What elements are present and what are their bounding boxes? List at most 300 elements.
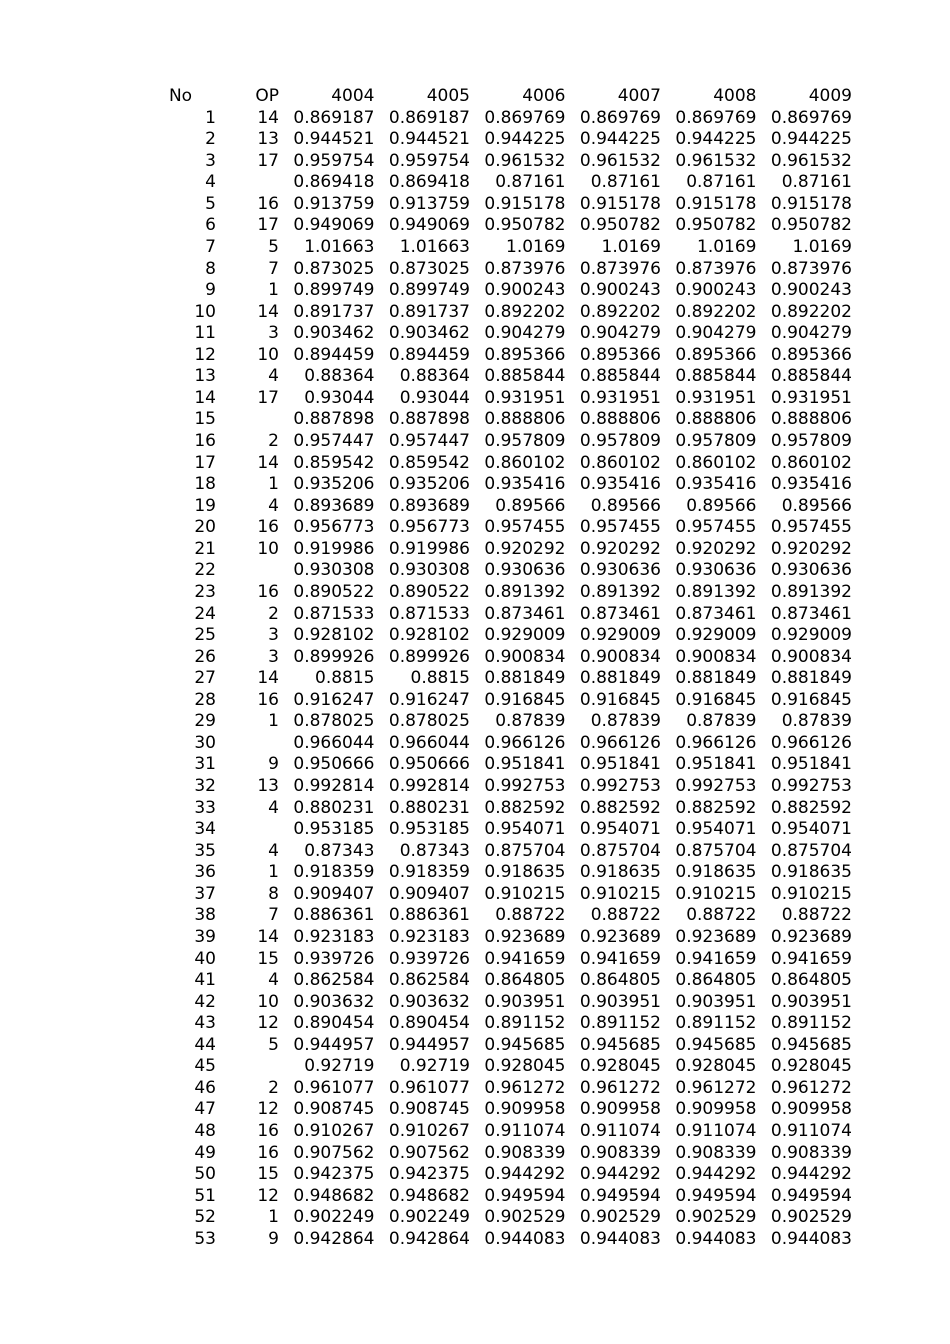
table-row bbox=[136, 1143, 852, 1165]
cell-4007: 0.941659 bbox=[579, 948, 661, 969]
cell-op: 4 bbox=[268, 797, 279, 818]
cell-4007: 0.873461 bbox=[579, 603, 661, 624]
cell-4006: 0.911074 bbox=[484, 1121, 566, 1141]
table-row bbox=[136, 841, 852, 863]
table-row bbox=[136, 151, 852, 173]
cell-op: 15 bbox=[257, 948, 279, 969]
cell-4008: 0.869769 bbox=[675, 107, 757, 128]
cell-op: 16 bbox=[257, 689, 279, 710]
cell-4006: 0.961272 bbox=[484, 1077, 566, 1098]
cell-4006: 0.944225 bbox=[484, 129, 566, 150]
cell-4007: 0.885844 bbox=[579, 366, 661, 387]
cell-4008: 0.88722 bbox=[686, 905, 757, 926]
cell-op: 4 bbox=[268, 495, 279, 516]
cell-no: 13 bbox=[194, 366, 216, 387]
cell-4005: 0.886361 bbox=[388, 905, 470, 926]
cell-4006: 0.923689 bbox=[484, 926, 566, 947]
cell-4006: 0.88722 bbox=[495, 905, 566, 926]
cell-4005: 0.992814 bbox=[388, 776, 470, 796]
cell-4004: 0.935206 bbox=[293, 474, 375, 495]
cell-4005: 0.887898 bbox=[388, 409, 470, 430]
cell-op: 1 bbox=[268, 862, 279, 883]
cell-op: 17 bbox=[257, 150, 279, 171]
cell-4009: 0.915178 bbox=[770, 193, 852, 214]
cell-op: 14 bbox=[257, 452, 279, 473]
cell-4006: 0.888806 bbox=[484, 409, 566, 430]
cell-4006: 0.900834 bbox=[484, 646, 566, 667]
cell-no: 20 bbox=[194, 517, 216, 538]
table-row bbox=[136, 517, 852, 539]
cell-4009: 0.873976 bbox=[770, 258, 852, 279]
cell-no: 42 bbox=[194, 991, 216, 1012]
cell-no: 15 bbox=[194, 409, 216, 430]
cell-4009: 0.87161 bbox=[781, 172, 852, 193]
cell-no: 37 bbox=[194, 883, 216, 904]
cell-no: 50 bbox=[194, 1164, 216, 1185]
table-row bbox=[136, 1056, 852, 1078]
cell-no: 39 bbox=[194, 926, 216, 947]
cell-4005: 0.899926 bbox=[388, 646, 470, 667]
cell-4008: 0.915178 bbox=[675, 193, 757, 214]
cell-4007: 0.882592 bbox=[579, 797, 661, 818]
cell-4005: 0.959754 bbox=[388, 150, 470, 171]
cell-4007: 0.888806 bbox=[579, 409, 661, 430]
table-row bbox=[136, 668, 852, 690]
cell-op: 7 bbox=[268, 258, 279, 279]
cell-4005: 1.01663 bbox=[399, 236, 470, 257]
cell-4005: 0.910267 bbox=[388, 1121, 470, 1141]
cell-4005: 0.944957 bbox=[388, 1034, 470, 1055]
cell-4009: 0.930636 bbox=[770, 560, 852, 581]
cell-op: 2 bbox=[268, 1077, 279, 1098]
cell-4007: 0.918635 bbox=[579, 862, 661, 883]
cell-4007: 0.916845 bbox=[579, 689, 661, 710]
table-row bbox=[136, 884, 852, 906]
cell-op: 5 bbox=[268, 236, 279, 257]
table-body bbox=[136, 108, 852, 1251]
cell-4005: 0.948682 bbox=[388, 1185, 470, 1206]
cell-4008: 1.0169 bbox=[697, 236, 757, 257]
cell-4008: 0.903951 bbox=[675, 991, 757, 1012]
cell-4007: 0.945685 bbox=[579, 1034, 661, 1055]
cell-4006: 0.928045 bbox=[484, 1056, 566, 1077]
cell-4007: 0.911074 bbox=[579, 1121, 661, 1141]
table-row bbox=[136, 604, 852, 626]
cell-4005: 0.907562 bbox=[388, 1142, 470, 1163]
table-row bbox=[136, 194, 852, 216]
table-row bbox=[136, 1078, 852, 1100]
cell-4007: 0.935416 bbox=[579, 474, 661, 495]
cell-4005: 0.961077 bbox=[388, 1077, 470, 1098]
cell-4005: 0.871533 bbox=[388, 603, 470, 624]
cell-4004: 0.859542 bbox=[293, 452, 375, 473]
table-row bbox=[136, 582, 852, 604]
cell-4009: 0.961272 bbox=[770, 1077, 852, 1098]
cell-4005: 0.942864 bbox=[388, 1228, 470, 1249]
cell-4006: 0.957809 bbox=[484, 431, 566, 451]
cell-4005: 0.918359 bbox=[388, 862, 470, 883]
cell-4006: 0.891392 bbox=[484, 581, 566, 602]
cell-4005: 0.88364 bbox=[399, 366, 470, 387]
cell-no: 45 bbox=[194, 1056, 216, 1077]
table-row bbox=[136, 129, 852, 151]
cell-4005: 0.935206 bbox=[388, 474, 470, 495]
table-row bbox=[136, 409, 852, 431]
table-row bbox=[136, 862, 852, 884]
cell-4008: 0.916845 bbox=[675, 689, 757, 710]
cell-4009: 0.918635 bbox=[770, 862, 852, 883]
table-row bbox=[136, 819, 852, 841]
cell-no: 49 bbox=[194, 1142, 216, 1163]
cell-4008: 0.944225 bbox=[675, 129, 757, 150]
table-row bbox=[136, 237, 852, 259]
cell-op: 14 bbox=[257, 301, 279, 322]
cell-op: 16 bbox=[257, 517, 279, 538]
cell-4004: 0.869187 bbox=[293, 107, 375, 128]
table-row bbox=[136, 690, 852, 712]
table-row bbox=[136, 927, 852, 949]
cell-op: 4 bbox=[268, 970, 279, 991]
cell-4009: 0.949594 bbox=[770, 1185, 852, 1206]
data-table bbox=[136, 86, 852, 1250]
cell-4008: 0.992753 bbox=[675, 776, 757, 796]
cell-4006: 0.954071 bbox=[484, 819, 566, 840]
cell-no: 22 bbox=[194, 560, 216, 581]
cell-no: 47 bbox=[194, 1099, 216, 1120]
cell-4005: 0.949069 bbox=[388, 215, 470, 236]
cell-no: 24 bbox=[194, 603, 216, 624]
cell-no: 18 bbox=[194, 474, 216, 495]
cell-4009: 0.945685 bbox=[770, 1034, 852, 1055]
cell-4007: 0.944292 bbox=[579, 1164, 661, 1185]
cell-4007: 0.869769 bbox=[579, 107, 661, 128]
cell-4006: 0.892202 bbox=[484, 301, 566, 322]
cell-4008: 0.885844 bbox=[675, 366, 757, 387]
cell-4005: 0.869187 bbox=[388, 107, 470, 128]
cell-4004: 0.953185 bbox=[293, 819, 375, 840]
cell-4007: 0.961532 bbox=[579, 150, 661, 171]
cell-4005: 0.891737 bbox=[388, 301, 470, 322]
cell-4008: 0.931951 bbox=[675, 387, 757, 408]
table-row bbox=[136, 1013, 852, 1035]
cell-4004: 0.966044 bbox=[293, 732, 375, 753]
cell-no: 46 bbox=[194, 1077, 216, 1098]
cell-4004: 0.908745 bbox=[293, 1099, 375, 1120]
table-row bbox=[136, 323, 852, 345]
table-row bbox=[136, 108, 852, 130]
cell-4009: 0.944225 bbox=[770, 129, 852, 150]
cell-4009: 0.920292 bbox=[770, 538, 852, 559]
cell-no: 12 bbox=[194, 344, 216, 365]
cell-4004: 0.871533 bbox=[293, 603, 375, 624]
cell-4006: 0.920292 bbox=[484, 538, 566, 559]
cell-4007: 0.931951 bbox=[579, 387, 661, 408]
cell-4004: 0.903462 bbox=[293, 323, 375, 344]
cell-no: 27 bbox=[194, 668, 216, 689]
cell-4005: 0.890454 bbox=[388, 1013, 470, 1034]
cell-4006: 0.957455 bbox=[484, 517, 566, 538]
cell-4005: 0.908745 bbox=[388, 1099, 470, 1120]
cell-4004: 0.961077 bbox=[293, 1077, 375, 1098]
cell-op: 10 bbox=[257, 538, 279, 559]
cell-4009: 0.954071 bbox=[770, 819, 852, 840]
cell-4007: 0.904279 bbox=[579, 323, 661, 344]
cell-4004: 0.992814 bbox=[293, 776, 375, 796]
cell-4009: 0.951841 bbox=[770, 754, 852, 775]
cell-4009: 0.944083 bbox=[770, 1228, 852, 1249]
cell-4005: 0.913759 bbox=[388, 193, 470, 214]
cell-4004: 0.956773 bbox=[293, 517, 375, 538]
cell-4004: 0.930308 bbox=[293, 560, 375, 581]
cell-no: 2 bbox=[205, 129, 216, 150]
cell-op: 16 bbox=[257, 581, 279, 602]
cell-4009: 0.941659 bbox=[770, 948, 852, 969]
table-row bbox=[136, 215, 852, 237]
cell-no: 33 bbox=[194, 797, 216, 818]
cell-4006: 0.873461 bbox=[484, 603, 566, 624]
cell-4006: 0.860102 bbox=[484, 452, 566, 473]
cell-4006: 0.885844 bbox=[484, 366, 566, 387]
cell-4007: 0.909958 bbox=[579, 1099, 661, 1120]
cell-4008: 0.875704 bbox=[675, 840, 757, 861]
cell-4008: 0.930636 bbox=[675, 560, 757, 581]
cell-4009: 0.928045 bbox=[770, 1056, 852, 1077]
cell-4006: 0.873976 bbox=[484, 258, 566, 279]
cell-4004: 0.873025 bbox=[293, 258, 375, 279]
cell-no: 16 bbox=[194, 431, 216, 451]
cell-4006: 0.961532 bbox=[484, 150, 566, 171]
cell-4009: 0.923689 bbox=[770, 926, 852, 947]
cell-4005: 0.923183 bbox=[388, 926, 470, 947]
cell-4008: 0.900243 bbox=[675, 280, 757, 301]
cell-4006: 0.87839 bbox=[495, 711, 566, 732]
cell-op: 1 bbox=[268, 1207, 279, 1228]
cell-4008: 0.89566 bbox=[686, 495, 757, 516]
cell-4006: 0.900243 bbox=[484, 280, 566, 301]
cell-4005: 0.869418 bbox=[388, 172, 470, 193]
cell-4008: 0.923689 bbox=[675, 926, 757, 947]
cell-4009: 0.881849 bbox=[770, 668, 852, 689]
cell-4008: 0.891152 bbox=[675, 1013, 757, 1034]
cell-4005: 0.902249 bbox=[388, 1207, 470, 1228]
cell-4008: 0.929009 bbox=[675, 625, 757, 646]
cell-4006: 0.951841 bbox=[484, 754, 566, 775]
cell-4008: 0.950782 bbox=[675, 215, 757, 236]
cell-4007: 0.915178 bbox=[579, 193, 661, 214]
cell-op: 8 bbox=[268, 883, 279, 904]
cell-4006: 0.918635 bbox=[484, 862, 566, 883]
cell-4004: 0.919986 bbox=[293, 538, 375, 559]
cell-4004: 0.942375 bbox=[293, 1164, 375, 1185]
cell-4006: 0.904279 bbox=[484, 323, 566, 344]
cell-4007: 0.957455 bbox=[579, 517, 661, 538]
cell-4005: 0.939726 bbox=[388, 948, 470, 969]
table-row bbox=[136, 754, 852, 776]
cell-4007: 0.949594 bbox=[579, 1185, 661, 1206]
cell-4004: 0.880231 bbox=[293, 797, 375, 818]
column-header-4009: 4009 bbox=[808, 86, 852, 106]
cell-4004: 0.891737 bbox=[293, 301, 375, 322]
cell-4008: 0.892202 bbox=[675, 301, 757, 322]
cell-4005: 0.950666 bbox=[388, 754, 470, 775]
cell-4009: 0.992753 bbox=[770, 776, 852, 796]
cell-4007: 0.957809 bbox=[579, 431, 661, 451]
cell-no: 1 bbox=[205, 107, 216, 128]
cell-op: 4 bbox=[268, 366, 279, 387]
cell-op: 16 bbox=[257, 1142, 279, 1163]
table-row bbox=[136, 733, 852, 755]
cell-4006: 0.891152 bbox=[484, 1013, 566, 1034]
cell-4004: 0.886361 bbox=[293, 905, 375, 926]
table-row bbox=[136, 905, 852, 927]
cell-4004: 0.957447 bbox=[293, 431, 375, 451]
cell-no: 31 bbox=[194, 754, 216, 775]
cell-4008: 0.908339 bbox=[675, 1142, 757, 1163]
cell-4009: 0.966126 bbox=[770, 732, 852, 753]
cell-4007: 0.875704 bbox=[579, 840, 661, 861]
cell-4008: 0.944083 bbox=[675, 1228, 757, 1249]
cell-4005: 0.966044 bbox=[388, 732, 470, 753]
cell-no: 5 bbox=[205, 193, 216, 214]
cell-4005: 0.944521 bbox=[388, 129, 470, 150]
cell-4009: 0.916845 bbox=[770, 689, 852, 710]
cell-4006: 0.908339 bbox=[484, 1142, 566, 1163]
cell-4008: 0.864805 bbox=[675, 970, 757, 991]
cell-no: 52 bbox=[194, 1207, 216, 1228]
cell-4009: 0.860102 bbox=[770, 452, 852, 473]
cell-4006: 0.909958 bbox=[484, 1099, 566, 1120]
cell-4005: 0.873025 bbox=[388, 258, 470, 279]
cell-4009: 0.875704 bbox=[770, 840, 852, 861]
table-row bbox=[136, 1229, 852, 1251]
cell-4006: 0.902529 bbox=[484, 1207, 566, 1228]
cell-4008: 0.873976 bbox=[675, 258, 757, 279]
cell-4004: 0.923183 bbox=[293, 926, 375, 947]
header-row bbox=[136, 86, 852, 108]
cell-4004: 0.918359 bbox=[293, 862, 375, 883]
table-row bbox=[136, 970, 852, 992]
cell-4006: 0.944292 bbox=[484, 1164, 566, 1185]
cell-4004: 0.949069 bbox=[293, 215, 375, 236]
cell-no: 8 bbox=[205, 258, 216, 279]
cell-4004: 0.902249 bbox=[293, 1207, 375, 1228]
cell-4004: 0.878025 bbox=[293, 711, 375, 732]
cell-4009: 0.900834 bbox=[770, 646, 852, 667]
cell-4009: 0.882592 bbox=[770, 797, 852, 818]
cell-4009: 0.935416 bbox=[770, 474, 852, 495]
cell-4008: 0.881849 bbox=[675, 668, 757, 689]
cell-4008: 0.911074 bbox=[675, 1121, 757, 1141]
cell-4004: 0.869418 bbox=[293, 172, 375, 193]
cell-4008: 0.891392 bbox=[675, 581, 757, 602]
cell-op bbox=[225, 172, 279, 194]
cell-4009: 0.892202 bbox=[770, 301, 852, 322]
cell-4009: 0.885844 bbox=[770, 366, 852, 387]
cell-4007: 0.923689 bbox=[579, 926, 661, 947]
cell-4009: 0.88722 bbox=[781, 905, 852, 926]
cell-4004: 0.890454 bbox=[293, 1013, 375, 1034]
cell-4009: 0.929009 bbox=[770, 625, 852, 646]
cell-op: 3 bbox=[268, 323, 279, 344]
cell-4006: 0.864805 bbox=[484, 970, 566, 991]
cell-4008: 0.873461 bbox=[675, 603, 757, 624]
cell-no: 51 bbox=[194, 1185, 216, 1206]
cell-4007: 0.928045 bbox=[579, 1056, 661, 1077]
cell-4006: 0.882592 bbox=[484, 797, 566, 818]
cell-4004: 0.890522 bbox=[293, 581, 375, 602]
cell-4009: 0.950782 bbox=[770, 215, 852, 236]
cell-no: 4 bbox=[205, 172, 216, 193]
cell-4009: 0.944292 bbox=[770, 1164, 852, 1185]
table-row bbox=[136, 302, 852, 324]
cell-4006: 0.931951 bbox=[484, 387, 566, 408]
cell-4005: 0.909407 bbox=[388, 883, 470, 904]
cell-4005: 0.859542 bbox=[388, 452, 470, 473]
table-row bbox=[136, 1164, 852, 1186]
cell-4005: 0.894459 bbox=[388, 344, 470, 365]
cell-4005: 0.862584 bbox=[388, 970, 470, 991]
cell-4006: 0.869769 bbox=[484, 107, 566, 128]
cell-4007: 1.0169 bbox=[601, 236, 661, 257]
cell-4006: 0.916845 bbox=[484, 689, 566, 710]
cell-4008: 0.966126 bbox=[675, 732, 757, 753]
cell-4008: 0.882592 bbox=[675, 797, 757, 818]
cell-no: 29 bbox=[194, 711, 216, 732]
column-header-op: OP bbox=[255, 86, 279, 106]
table-row bbox=[136, 798, 852, 820]
cell-4008: 0.957809 bbox=[675, 431, 757, 451]
cell-4008: 0.941659 bbox=[675, 948, 757, 969]
cell-op: 1 bbox=[268, 711, 279, 732]
cell-no: 38 bbox=[194, 905, 216, 926]
cell-4005: 0.878025 bbox=[388, 711, 470, 732]
cell-4004: 0.909407 bbox=[293, 883, 375, 904]
cell-no: 43 bbox=[194, 1013, 216, 1034]
cell-4008: 0.951841 bbox=[675, 754, 757, 775]
cell-4009: 0.957455 bbox=[770, 517, 852, 538]
cell-4009: 0.895366 bbox=[770, 344, 852, 365]
cell-4009: 0.87839 bbox=[781, 711, 852, 732]
table-row bbox=[136, 453, 852, 475]
cell-4005: 0.916247 bbox=[388, 689, 470, 710]
cell-4007: 0.944225 bbox=[579, 129, 661, 150]
cell-4008: 0.87161 bbox=[686, 172, 757, 193]
cell-4004: 0.887898 bbox=[293, 409, 375, 430]
cell-4007: 0.944083 bbox=[579, 1228, 661, 1249]
table-row bbox=[136, 560, 852, 582]
cell-op: 13 bbox=[257, 129, 279, 150]
cell-4008: 0.904279 bbox=[675, 323, 757, 344]
cell-op bbox=[225, 560, 279, 582]
cell-4004: 0.92719 bbox=[304, 1056, 375, 1077]
cell-op: 4 bbox=[268, 840, 279, 861]
cell-4007: 0.87839 bbox=[590, 711, 661, 732]
cell-4007: 0.930636 bbox=[579, 560, 661, 581]
cell-no: 53 bbox=[194, 1228, 216, 1249]
table-row bbox=[136, 1186, 852, 1208]
cell-4007: 0.88722 bbox=[590, 905, 661, 926]
cell-4008: 0.860102 bbox=[675, 452, 757, 473]
cell-4007: 0.891392 bbox=[579, 581, 661, 602]
cell-op bbox=[225, 819, 279, 841]
cell-op: 17 bbox=[257, 387, 279, 408]
cell-4006: 0.949594 bbox=[484, 1185, 566, 1206]
column-header-4006: 4006 bbox=[522, 86, 566, 106]
cell-4004: 0.950666 bbox=[293, 754, 375, 775]
cell-op: 14 bbox=[257, 107, 279, 128]
cell-4007: 0.892202 bbox=[579, 301, 661, 322]
cell-4009: 0.873461 bbox=[770, 603, 852, 624]
